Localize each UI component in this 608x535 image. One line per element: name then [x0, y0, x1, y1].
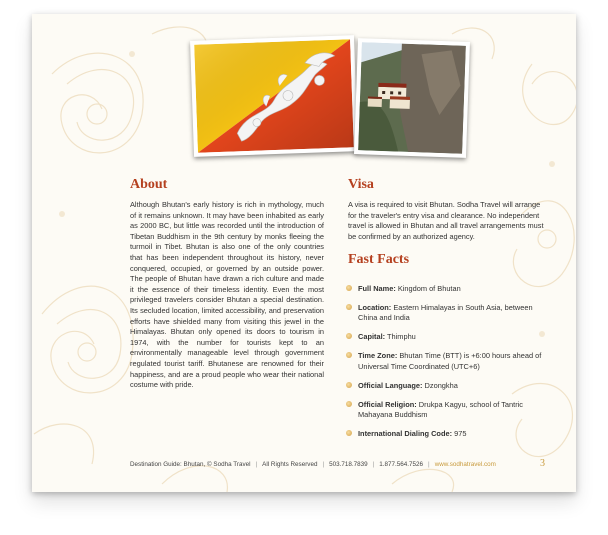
footer-separator: | [372, 461, 375, 468]
footer-separator: | [255, 461, 258, 468]
bullet-icon [346, 430, 352, 436]
fact-value: Drukpa Kagyu, school of Tantric Mahayana Buddhism [358, 399, 523, 420]
fact-label: Official Language: [358, 380, 423, 390]
visa-body: A visa is required to visit Bhutan. Sodha Travel will arrange for the traveler's entry visa and clearance. No independent travel is allowed in Bhutan and all travel arrangements must be confirmed by an authorized agency. [348, 200, 544, 241]
footer-rights: All Rights Reserved [262, 461, 318, 468]
fact-value: Eastern Himalayas in South Asia, between China and India [358, 303, 533, 323]
bullet-icon [346, 285, 352, 291]
fact-capital [346, 332, 546, 342]
page-number: 3 [540, 458, 545, 469]
footer-separator: | [428, 461, 430, 468]
footer-guide: Destination Guide: Bhutan, © Sodha Travel [130, 461, 251, 468]
bhutan-flag-image [190, 35, 358, 157]
about-heading: About [130, 177, 168, 192]
fact-official-language [346, 381, 546, 391]
fact-time-zone [346, 351, 546, 372]
bullet-icon [346, 352, 352, 358]
footer-phone-2: 1.877.564.7526 [379, 461, 424, 468]
bullet-icon [346, 382, 352, 388]
fact-label: Full Name: [358, 284, 396, 293]
fact-value: Kingdom of Bhutan [397, 284, 461, 293]
fact-dialing-code [346, 429, 546, 439]
fact-value: Dzongkha [424, 380, 458, 390]
bullet-icon [346, 333, 352, 339]
cliff-monastery-photo [354, 38, 470, 158]
fact-label: International Dialing Code: [358, 429, 453, 439]
fact-label: Time Zone: [358, 351, 398, 361]
fast-facts-heading: Fast Facts [348, 252, 410, 267]
fact-label: Capital: [358, 332, 386, 342]
fact-label: Location: [358, 303, 392, 312]
fact-full-name [346, 284, 546, 294]
visa-heading: Visa [348, 177, 374, 192]
fact-official-religion [346, 400, 546, 421]
about-body: Although Bhutan's early history is rich in mythology, much of it remains unknown. It may have been inhabited as early as 2000 BC, but little was recorded until the introduction of Tibetan Buddhism in the 9th century by monks fleeing the turmoil in Tibet. Bhutan is also one of the only countries that has been independent throughout its history, never conquered, occupied, or governed by an outside power. The people of Bhutan have drawn a rich culture and made it the essence of their timeless identity. Even the most privileged travelers consider Bhutan a special destination. Its secluded location, limited accessibility, and preservation efforts have shielded many from visiting this jewel in the Himalayas. Bhutan only opened its doors to tourism in 1974, with the number for tourists kept to an environmentally manageable level through government regulated tourist tariff. Bhutanese are renowned for their happiness, and are a proud people who wear their national costume with pride. [130, 200, 324, 390]
page-footer [130, 461, 540, 468]
fact-label: Official Religion: [358, 399, 417, 409]
footer-website-link[interactable]: www.sodhatravel.com [434, 461, 496, 468]
fact-value: Thimphu [387, 332, 416, 342]
brochure-page [32, 14, 576, 492]
fact-value: 975 [454, 429, 467, 439]
bullet-icon [346, 304, 352, 310]
fast-facts-list [346, 284, 546, 448]
footer-phone-1: 503.718.7839 [329, 461, 368, 468]
fact-value: Bhutan Time (BTT) is +6:00 hours ahead of Universal Time Coordinated (UTC+6) [358, 351, 542, 371]
footer-separator: | [322, 461, 325, 468]
bullet-icon [346, 401, 352, 407]
fact-location [346, 303, 546, 324]
